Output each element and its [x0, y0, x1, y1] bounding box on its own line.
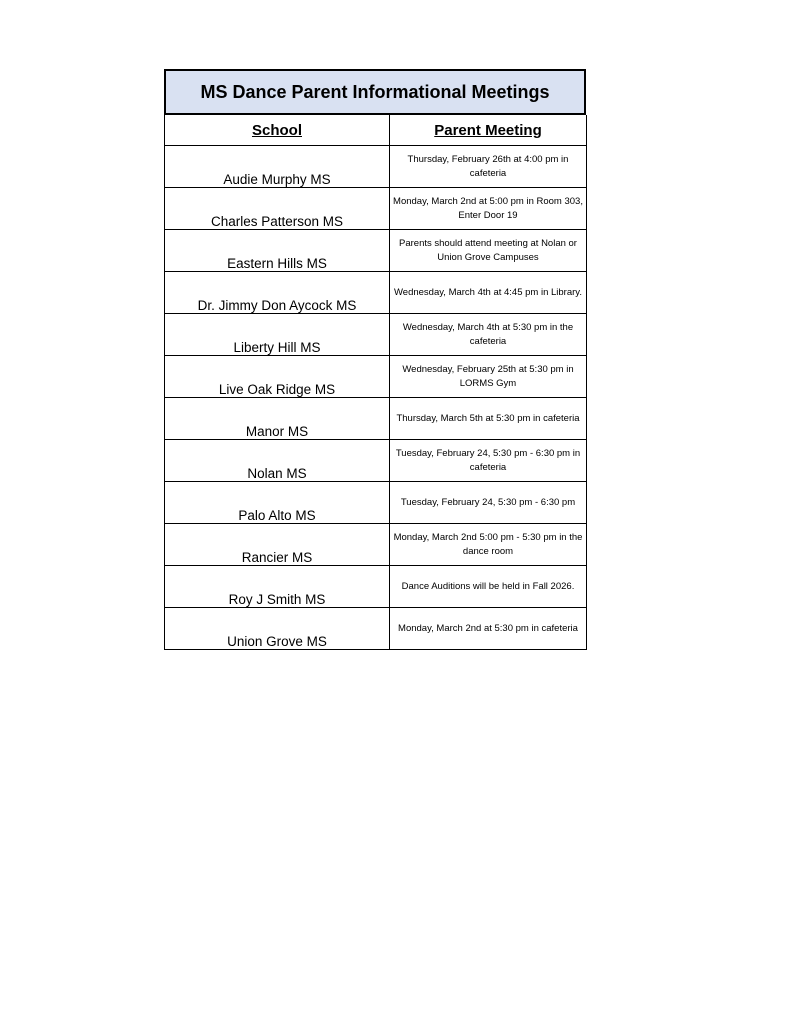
meeting-cell: Thursday, February 26th at 4:00 pm in cafeteria — [390, 146, 587, 188]
table-row — [165, 440, 587, 482]
meeting-cell: Monday, March 2nd at 5:30 pm in cafeteria — [390, 608, 587, 650]
table-row — [165, 146, 587, 188]
school-cell: Palo Alto MS — [165, 482, 390, 524]
table-row — [165, 188, 587, 230]
school-cell: Dr. Jimmy Don Aycock MS — [165, 272, 390, 314]
meeting-cell: Thursday, March 5th at 5:30 pm in cafeteria — [390, 398, 587, 440]
meeting-cell: Wednesday, March 4th at 4:45 pm in Library. — [390, 272, 587, 314]
meeting-cell: Parents should attend meeting at Nolan or Union Grove Campuses — [390, 230, 587, 272]
table-row — [165, 272, 587, 314]
school-column-header: School — [165, 115, 390, 146]
table-row — [165, 482, 587, 524]
school-cell: Nolan MS — [165, 440, 390, 482]
meeting-cell: Wednesday, March 4th at 5:30 pm in the cafeteria — [390, 314, 587, 356]
table-row — [165, 524, 587, 566]
parent-meeting-column-header: Parent Meeting — [390, 115, 587, 146]
school-cell: Roy J Smith MS — [165, 566, 390, 608]
table-row — [165, 314, 587, 356]
school-cell: Union Grove MS — [165, 608, 390, 650]
document-title: MS Dance Parent Informational Meetings — [164, 69, 586, 115]
meeting-cell: Dance Auditions will be held in Fall 2026. — [390, 566, 587, 608]
school-cell: Live Oak Ridge MS — [165, 356, 390, 398]
table-row — [165, 356, 587, 398]
meetings-sheet — [164, 69, 586, 650]
table-row — [165, 566, 587, 608]
meeting-cell: Monday, March 2nd 5:00 pm - 5:30 pm in the dance room — [390, 524, 587, 566]
school-cell: Manor MS — [165, 398, 390, 440]
table-row — [165, 398, 587, 440]
school-cell: Rancier MS — [165, 524, 390, 566]
school-cell: Liberty Hill MS — [165, 314, 390, 356]
meeting-cell: Tuesday, February 24, 5:30 pm - 6:30 pm — [390, 482, 587, 524]
table-header-row — [165, 115, 587, 146]
school-cell: Eastern Hills MS — [165, 230, 390, 272]
meetings-table — [164, 115, 587, 650]
meeting-cell: Tuesday, February 24, 5:30 pm - 6:30 pm in cafeteria — [390, 440, 587, 482]
school-cell: Audie Murphy MS — [165, 146, 390, 188]
meeting-cell: Monday, March 2nd at 5:00 pm in Room 303, Enter Door 19 — [390, 188, 587, 230]
meeting-cell: Wednesday, February 25th at 5:30 pm in LORMS Gym — [390, 356, 587, 398]
table-row — [165, 230, 587, 272]
table-row — [165, 608, 587, 650]
school-cell: Charles Patterson MS — [165, 188, 390, 230]
